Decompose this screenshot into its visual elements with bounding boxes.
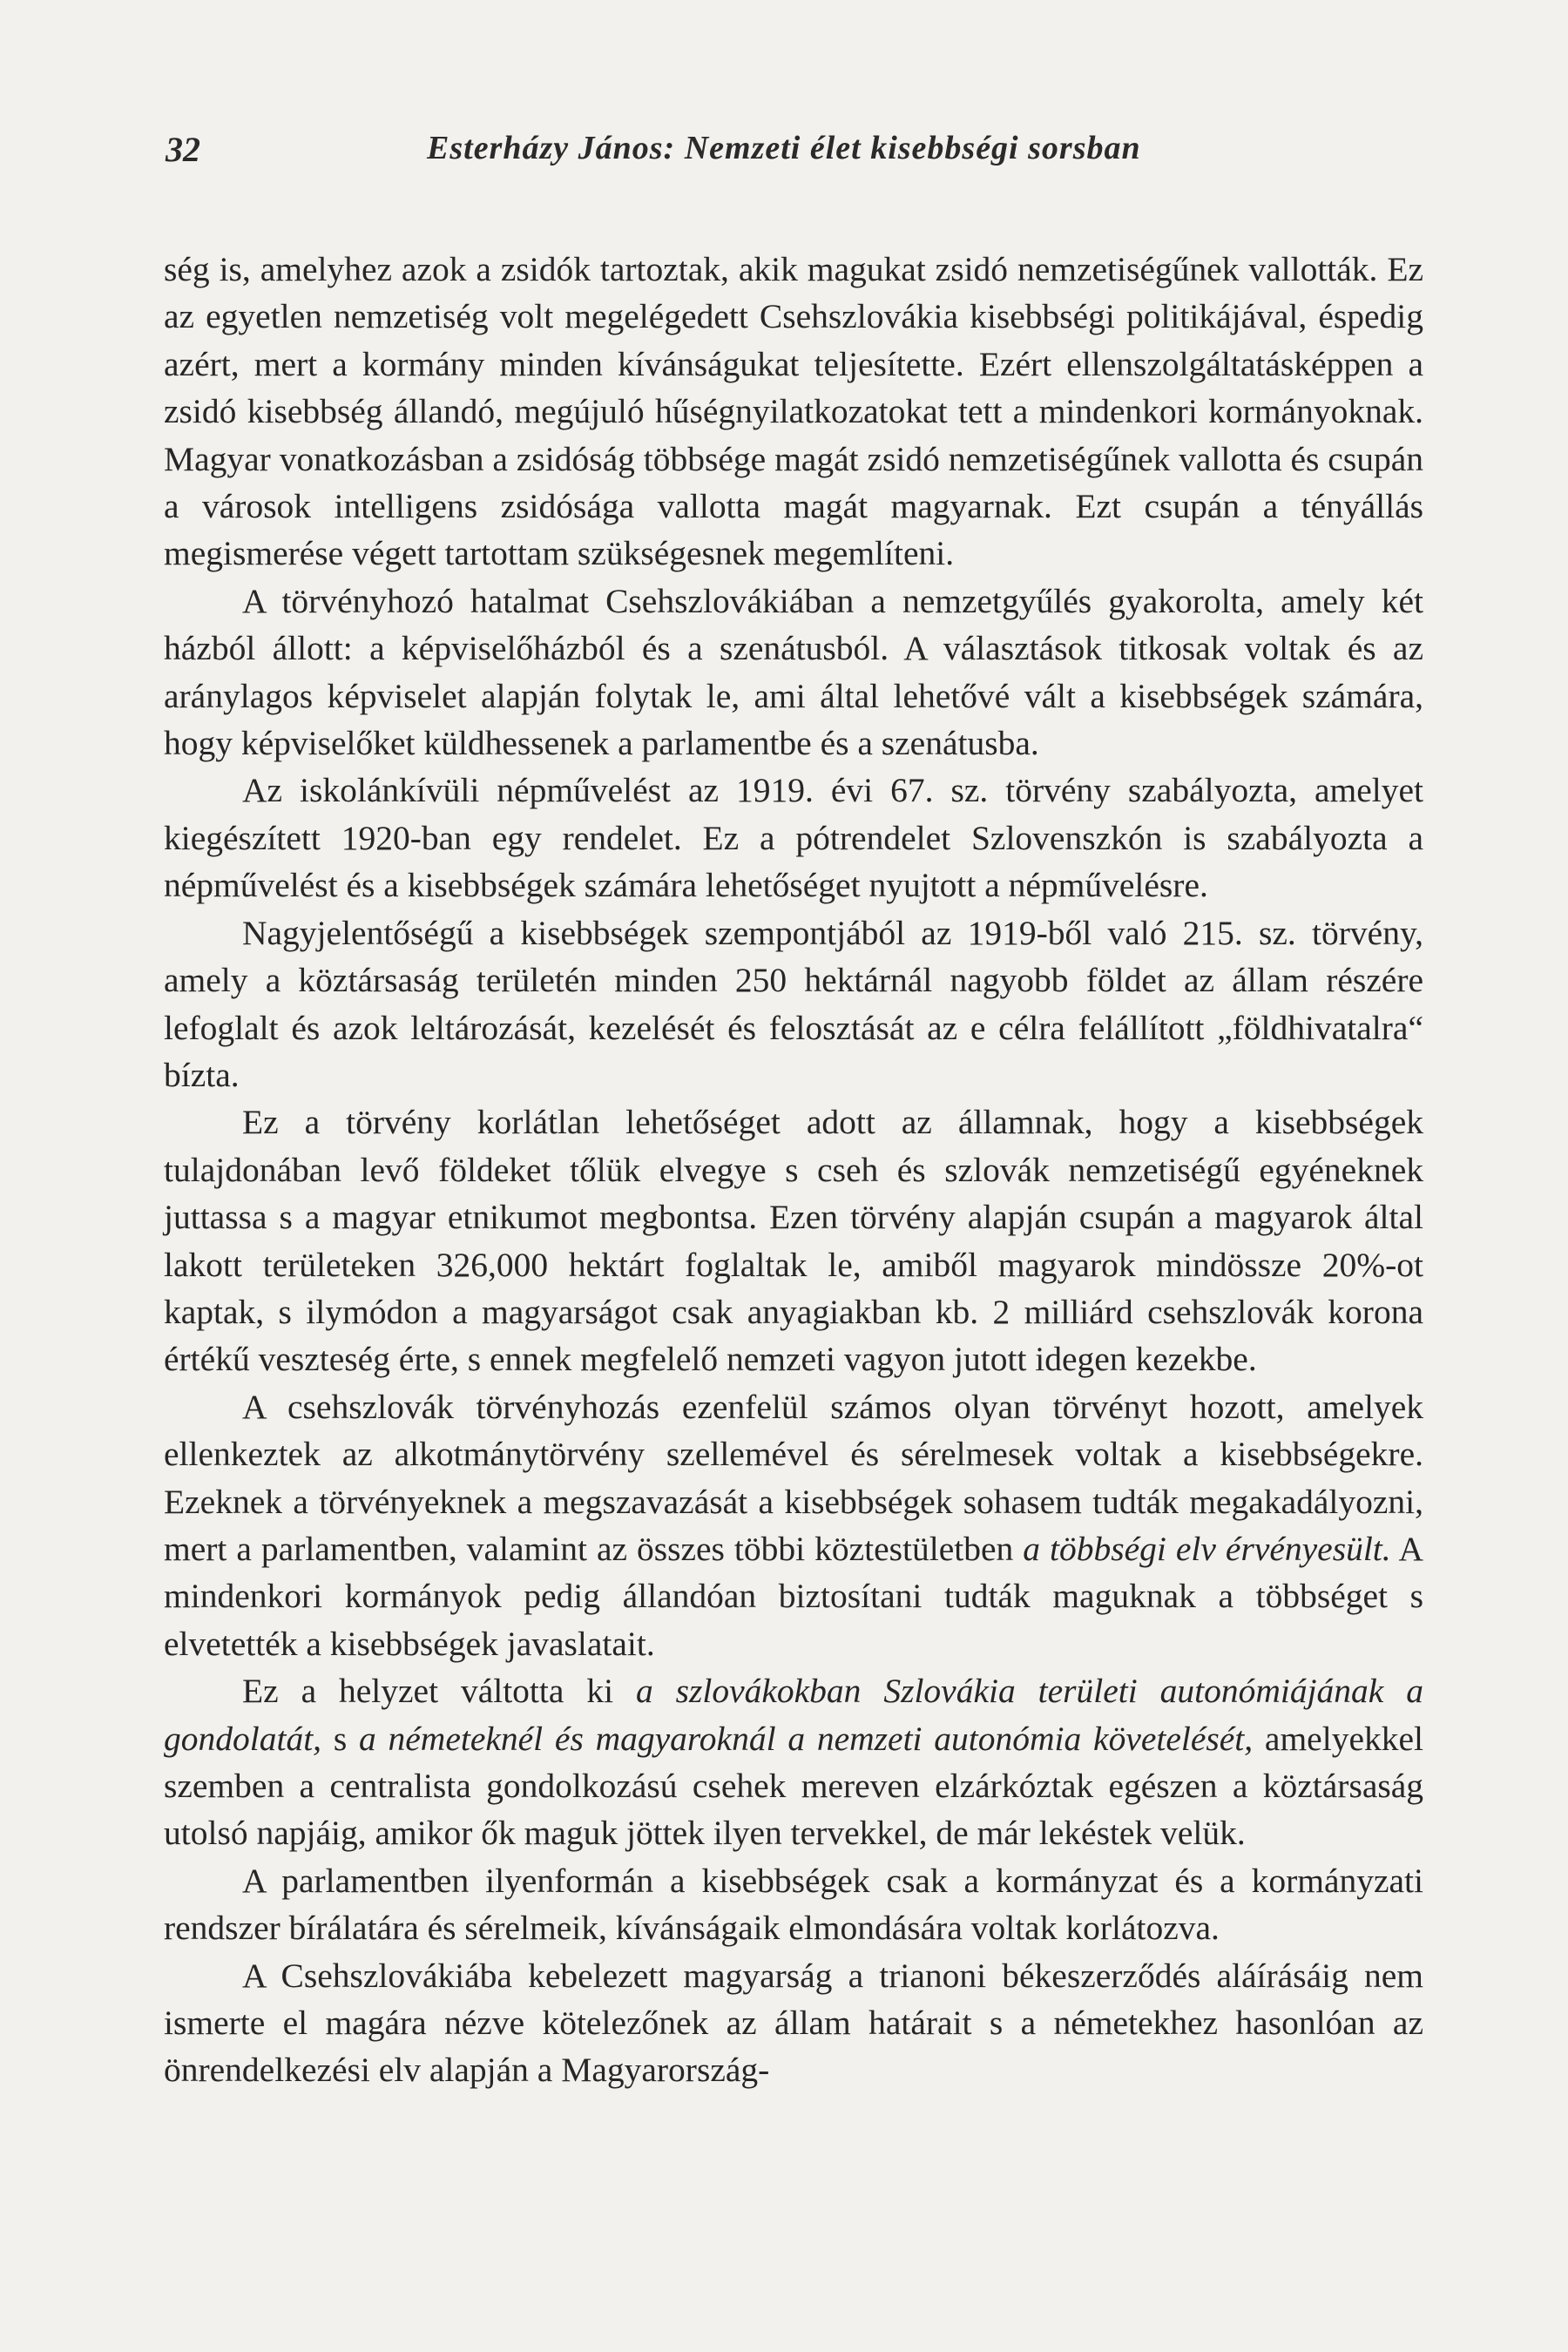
paragraph-7-text-a: Ez a helyzet váltotta ki bbox=[242, 1672, 636, 1711]
body-text bbox=[164, 246, 1423, 2094]
paragraph-7-text-c: amelyekkel szemben a centralista gondolkozású csehek mereven elzárkóztak egészen a köztársaság utolsó napjáig, amikor ők maguk jöttek ilyen tervekkel, de már lekéstek velük. bbox=[164, 1719, 1423, 1853]
paragraph-6 bbox=[164, 1383, 1423, 1667]
paragraph-2: A törvényhozó hatalmat Csehszlovákiában a nemzetgyűlés gyakorolta, amely két házból állott: a képviselőházból és a szenátusból. A választások titkosak voltak és az aránylagos képviselet alapján folytak le, ami által lehetővé vált a kisebbségek számára, hogy képviselőket küldhessenek a parlamentbe és a szenátusba. bbox=[164, 581, 1423, 763]
paragraph-7 bbox=[164, 1667, 1423, 1857]
paragraph-1: ség is, amelyhez azok a zsidók tartoztak, akik magukat zsidó nemzetiségűnek vallották. Ez az egyetlen nemzetiség volt megelégedett Csehszlovákia kisebbségi politikájával, éspedig azért, mert a kormány minden kívánságukat teljesítette. Ezért ellenszolgáltatásképpen a zsidó kisebbség állandó, megújuló hűségnyilatkozatokat tett a mindenkori kormányoknak. Magyar vonatkozásban a zsidóság többsége magát zsidó nemzetiségűnek vallotta és csupán a városok intelligens zsidósága vallotta magát magyarnak. Ezt csupán a tényállás megismerése végett tartottam szükségesnek megemlíteni. bbox=[164, 250, 1423, 573]
paragraph-4: Nagyjelentőségű a kisebbségek szempontjából az 1919-ből való 215. sz. törvény, amely a köztársaság területén minden 250 hektárnál nagyobb földet az állam részére lefoglalt és azok leltározását, kezelését és felosztását az e célra felállított „földhivatalra“ bízta. bbox=[164, 913, 1423, 1094]
paragraph-6-emphasis: a többségi elv érvényesült. bbox=[1023, 1529, 1391, 1568]
page-number: 32 bbox=[166, 130, 200, 169]
paragraph-5: Ez a törvény korlátlan lehetőséget adott az államnak, hogy a kisebbségek tulajdonában levő földeket tőlük elvegye s cseh és szlovák nemzetiségű egyéneknek juttassa s a magyar etnikumot megbontsa. Ezen törvény alapján csupán a magyarok által lakott területeken 326,000 hektárt foglaltak le, amiből magyarok mindössze 20%-ot kaptak, s ilymódon a magyarságot csak anyagiakban kb. 2 milliárd csehszlovák korona értékű veszteség érte, s ennek megfelelő nemzeti vagyon jutott idegen kezekbe. bbox=[164, 1103, 1423, 1379]
paragraph-6-text-a: A csehszlovák törvényhozás ezenfelül számos olyan törvényt hozott, amelyek ellenkeztek az alkotmánytörvény szellemével és sérelmesek voltak a kisebbségekre. Ezeknek a törvényeknek a megszavazását a kisebbségek sohasem tudták megakadályozni, mert a parlamentben, valamint az összes többi köztestületben bbox=[164, 1387, 1423, 1568]
running-title: Esterházy János: Nemzeti élet kisebbségi sorsban bbox=[427, 130, 1141, 166]
paragraph-6-text-b: A mindenkori kormányok pedig állandóan biztosítani tudták maguknak a többséget s elvetették a kisebbségek javaslatait. bbox=[164, 1529, 1423, 1663]
paragraph-7-emphasis-1: a szlovákokban Szlovákia területi autonómiájának a gondolatát, bbox=[164, 1672, 1423, 1758]
paragraph-7-emphasis-2: a németeknél és magyaroknál a nemzeti autonómia követelését, bbox=[358, 1719, 1254, 1758]
paragraph-3: Az iskolánkívüli népművelést az 1919. évi 67. sz. törvény szabályozta, amelyet kiegészített 1920-ban egy rendelet. Ez a pótrendelet Szlovenszkón is szabályozta a népművelést és a kisebbségek számára lehetőséget nyujtott a népművelésre. bbox=[164, 771, 1423, 905]
paragraph-8: A parlamentben ilyenformán a kisebbségek csak a kormányzat és a kormányzati rendszer bírálatára és sérelmeik, kívánságaik elmondására voltak korlátozva. bbox=[164, 1861, 1423, 1948]
paragraph-9: A Csehszlovákiába kebelezett magyarság a trianoni békeszerződés aláírásáig nem ismerte el magára nézve kötelezőnek az állam határait s a németekhez hasonlóan az önrendelkezési elv alapján a Magyarország- bbox=[164, 1956, 1423, 2090]
paragraph-7-text-b: s bbox=[321, 1719, 359, 1758]
running-header bbox=[166, 129, 1420, 181]
